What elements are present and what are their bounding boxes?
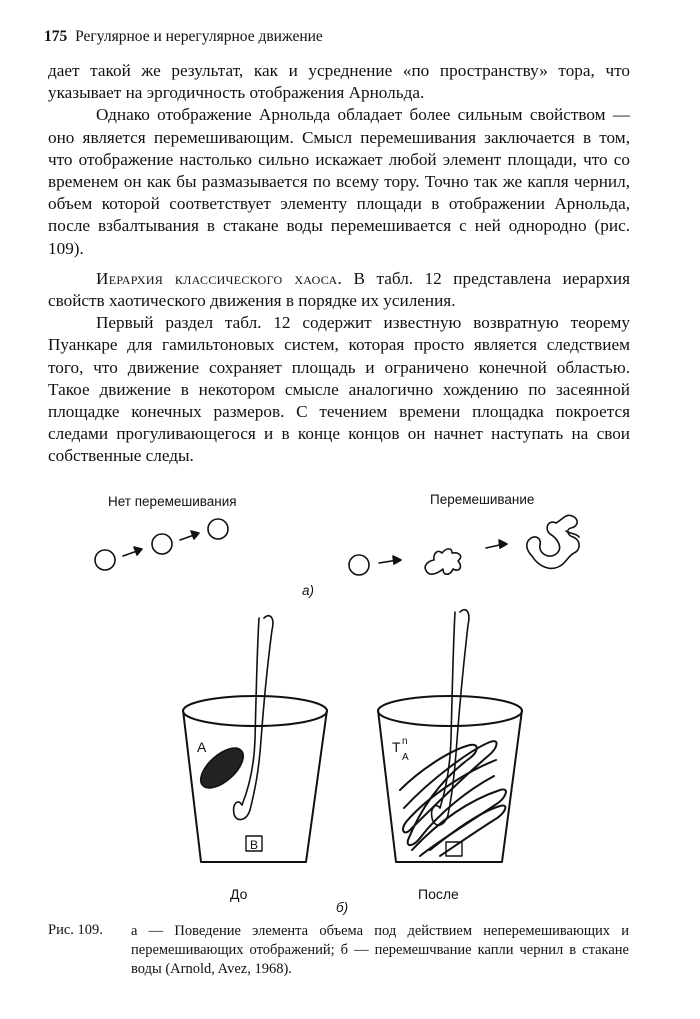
- paragraph-2: Однако отображение Арнольда обладает более сильным свойством — оно является перемешивающим. Смысл перемешивания заключается в том, что отображение настолько сильно искажает любой элемент площади, что со временем он как бы размазывается по всему тору. Точно так же капля чернил, объем которой соответствует элементу площади в отображении Арнольда, после взбалтывания в стакане воды перемешивается с ней однородно (рис. 109).: [48, 105, 630, 258]
- label-before: До: [230, 886, 248, 902]
- blob-shape: [425, 549, 461, 574]
- mix-circle: [349, 555, 369, 575]
- arrowhead-2: [191, 531, 199, 539]
- caption-number: Рис. 109.: [48, 922, 103, 938]
- paragraph-1: дает такой же результат, как и усреднение «по пространству» тора, что указывает на эргодичность отображения Арнольда.: [48, 61, 630, 103]
- mixing-sequence: [349, 515, 579, 575]
- paragraph-3-text: В табл. 12 представлена иерархия свойств хаотического движения в порядке их усиления.: [48, 268, 630, 311]
- map-label-t: T: [392, 739, 401, 755]
- paragraph-4: Первый раздел табл. 12 содержит известную возвратную теорему Пуанкаре для гамильтоновых систем, которая просто является следствием того, что движение сохраняет площадь и ограничено конечной областью. Такое движение в некотором смысле аналогично хождению по засеянной площадке конечных размеров. С течением времени площадка покроется следами прогуливающегося и в конце концов он начнет наступать на свои собственные следы.: [48, 313, 630, 466]
- non-mixing-sequence: [95, 519, 228, 570]
- running-title: Регулярное и нерегулярное движение: [75, 28, 323, 45]
- circle-1: [95, 550, 115, 570]
- map-label-sup: n: [402, 736, 408, 747]
- part-a-label: а): [302, 583, 315, 598]
- arrowhead-4: [499, 540, 507, 548]
- spoon-left-bowl: [234, 802, 250, 820]
- section-heading: Иерархия классического хаоса.: [96, 268, 343, 288]
- arrowhead-3: [393, 556, 401, 564]
- label-after: После: [418, 886, 459, 902]
- page-number: 175: [44, 28, 68, 45]
- glass-after: [378, 610, 522, 862]
- part-b-label: б): [336, 900, 349, 915]
- label-mixing: Перемешивание: [430, 492, 535, 507]
- circle-2: [152, 534, 172, 554]
- glass-right-rim: [378, 696, 522, 726]
- map-label-sub: A: [402, 752, 409, 763]
- region-label-a: A: [197, 739, 207, 755]
- spoon-left-handle: [250, 616, 273, 810]
- region-label-b: B: [250, 838, 259, 852]
- filament-shape: [527, 515, 579, 568]
- arrowhead-1: [134, 547, 142, 555]
- ink-strands: [400, 741, 506, 856]
- caption-text: а — Поведение элемента объема под действием неперемешивающих и перемешивающих отображений; б — перемешчвание капли чернил в стакане воды (Arnold, Avez, 1968).: [131, 923, 629, 977]
- circle-3: [208, 519, 228, 539]
- glass-right-sides: [378, 710, 522, 862]
- region-box-right: [446, 842, 462, 856]
- label-no-mixing: Нет перемешивания: [108, 494, 237, 509]
